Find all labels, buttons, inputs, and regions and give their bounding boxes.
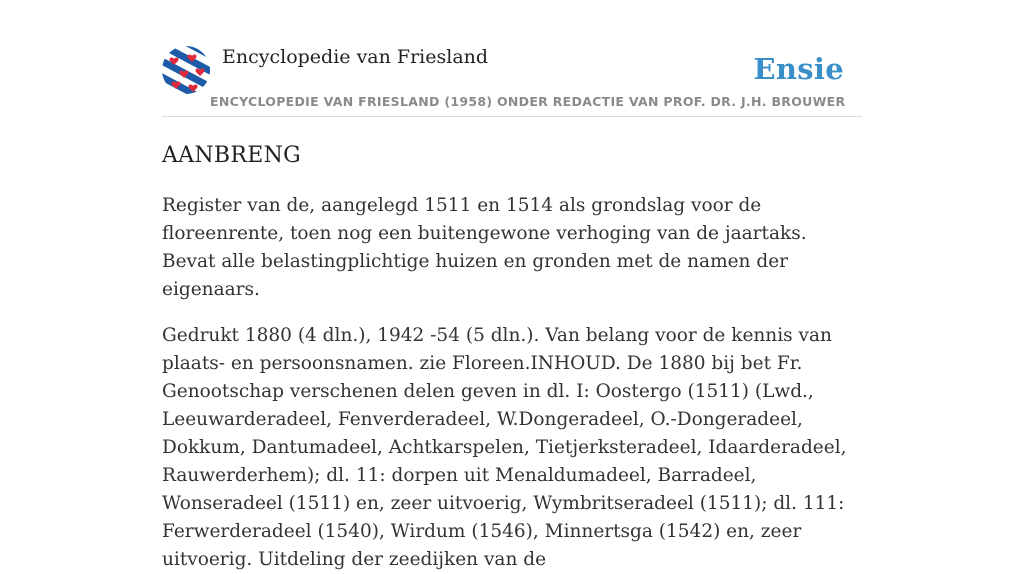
article-paragraph: Gedrukt 1880 (4 dln.), 1942 -54 (5 dln.). Van belang voor de kennis van plaats- en persoonsnamen. zie Floreen.INHOUD. De 1880 bij bet Fr. Genootschap verschenen delen geven in dl. I: Oostergo (1511) (Lwd., Leeuwarderadeel, Fenverderadeel, W.Dongeradeel, O.-Dongeradeel, Dokkum, Dantumadeel, Achtkarspelen, Tietjerksteradeel, Idaarderadeel, Rauwerderhem); dl. 11: dorpen uit Menaldumadeel, Barradeel, Wonseradeel (1511) en, zeer uitvoerig, Wymbritseradeel (1511); dl. 111: Ferwerderadeel (1540), Wirdum (1546), Minnertsga (1542) en, zeer uitvoerig. Uitdeling der zeedijken van de <box>162 325 847 570</box>
article-title: AANBRENG <box>162 143 302 168</box>
frisian-flag-icon[interactable] <box>162 46 210 94</box>
site-title[interactable]: Encyclopedie van Friesland <box>222 46 489 68</box>
brand-logo[interactable]: Ensie <box>753 52 844 86</box>
article-paragraph: Register van de, aangelegd 1511 en 1514 als grondslag voor de floreenrente, toen nog een buitengewone verhoging van de jaartaks. Bevat alle belastingplichtige huizen en gronden met de namen der eigenaars. <box>162 195 807 300</box>
article <box>162 143 862 574</box>
encyclopedia-subtitle: ENCYCLOPEDIE VAN FRIESLAND (1958) ONDER REDACTIE VAN PROF. DR. J.H. BROUWER <box>210 94 846 109</box>
page <box>162 0 862 574</box>
site-header <box>162 0 862 117</box>
